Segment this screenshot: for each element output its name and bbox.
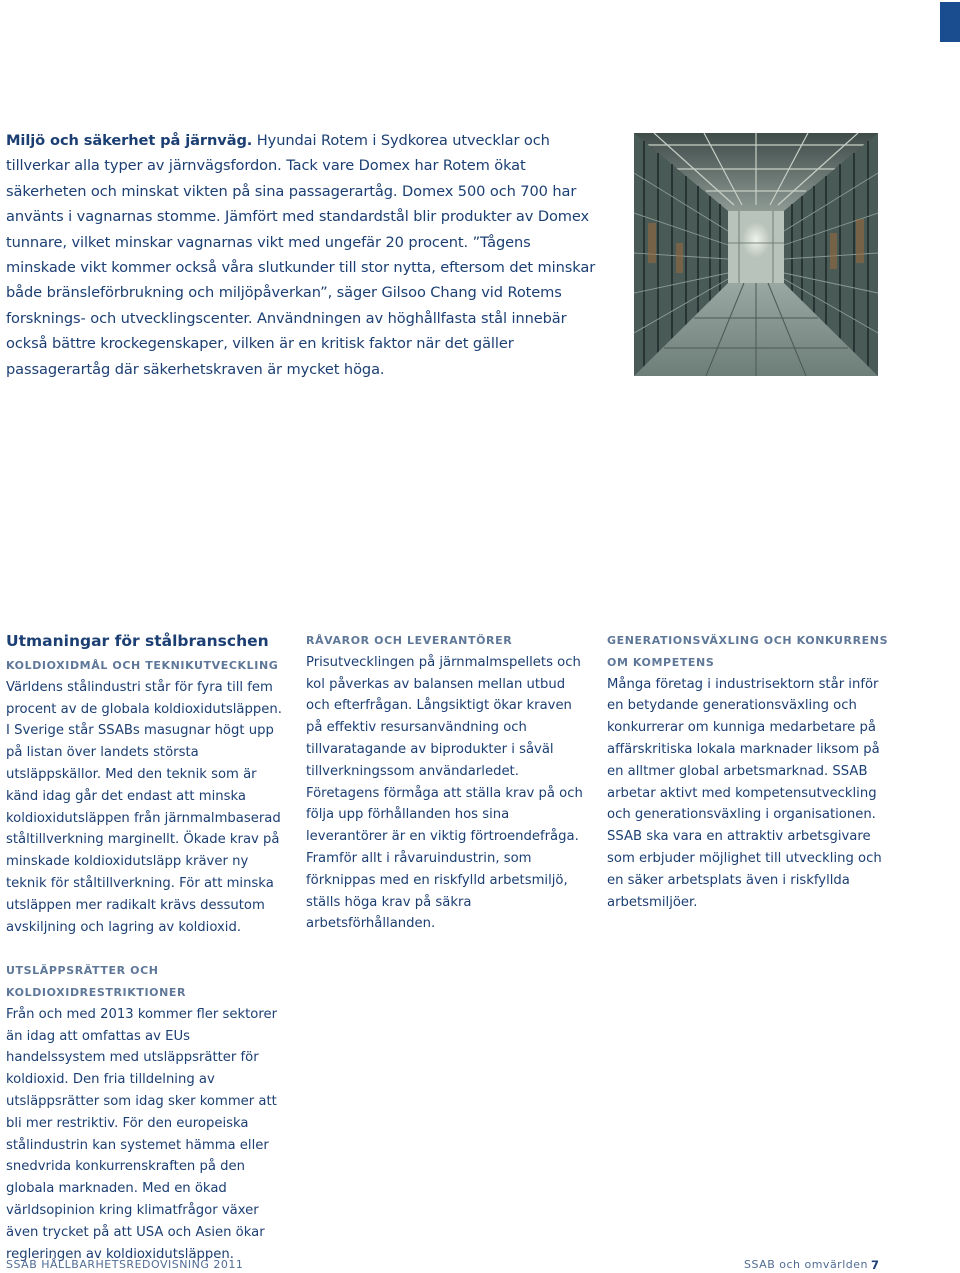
footer-section-title: SSAB och omvärlden <box>744 1258 868 1271</box>
footer-report-title: SSAB HÅLLBARHETSREDOVISNING 2011 <box>6 1258 244 1271</box>
subheading-generation-shift: GENERATIONSVÄXLING OCH KONKURRENS OM KOMPETENS <box>607 634 889 669</box>
column-1 <box>6 630 288 1265</box>
subheading-emission-rights: UTSLÄPPSRÄTTER OCH KOLDIOXIDRESTRIKTIONER <box>6 964 187 999</box>
column-2 <box>306 630 588 935</box>
page-number: 7 <box>871 1258 880 1272</box>
column-3 <box>607 630 889 913</box>
intro-paragraph <box>6 128 596 382</box>
article-heading: Utmaningar för stålbranschen <box>6 632 269 650</box>
text-generation-shift: Många företag i industrisektorn står inför en betydande generationsväxling och konkurrerar om kunniga medarbetare på affärskritiska lokala marknader liksom på en alltmer global arbetsmarknad. SSAB arbetar aktivt med kompetensutveckling och generationsväxling i organisationen. SSAB ska vara en attraktiv arbetsgivare som erbjuder möjlighet till utveckling och en säker arbetsplats även i riskfyllda arbetsmiljöer. <box>607 676 882 910</box>
intro-body: Hyundai Rotem i Sydkorea utvecklar och tillverkar alla typer av järnvägsfordon. Tack vare Domex har Rotem ökat säkerheten och minskat vikten på sina passagerartåg. Domex 500 och 700 har använts i vagnarnas stomme. Jämfört med standardstål blir produkter av Domex tunnare, vilket minskar vagnarnas vikt med ungefär 20 procent. ”Tågens minskade vikt kommer också våra slutkunder till stor nytta, eftersom det minskar både bränsleförbrukning och miljöpåverkan”, säger Gilsoo Chang vid Rotems forsknings- och utvecklingscenter. Användningen av höghållfasta stål innebär också bättre krockegenskaper, vilken är en kritisk faktor när det gäller passagerartåg där säkerhetskraven är mycket höga. <box>6 132 596 378</box>
subheading-raw-materials: RÅVAROR OCH LEVERANTÖRER <box>306 634 513 647</box>
warehouse-photo <box>634 133 878 376</box>
text-raw-materials: Prisutvecklingen på järnmalmspellets och kol påverkas av balansen mellan utbud och efterfrågan. Långsiktigt ökar kraven på effektiv resursanvändning och tillvaratagande av biprodukter i såväl tillverkningssom användarledet. Företagens förmåga att ställa krav på och följa upp förhållanden hos sina leverantörer är en viktig förtroendefråga. Framför allt i råvaruindustrin, som förknippas med en riskfylld arbetsmiljö, ställs höga krav på säkra arbetsförhållanden. <box>306 654 583 932</box>
intro-lead: Miljö och säkerhet på järnväg. <box>6 132 253 149</box>
text-emission-rights: Från och med 2013 kommer fler sektorer än idag att omfattas av EUs handelssystem med utsläppsrätter för koldioxid. Den fria tilldelning av utsläppsrätter som idag sker kommer att bli mer restriktiv. För den europeiska stålindustrin kan systemet hämma eller snedvrida konkurrenskraften på den globala marknaden. Med en ökad världsopinion kring klimatfrågor växer även trycket på att USA och Asien ökar regleringen av koldioxidutsläppen. <box>6 1006 278 1262</box>
text-carbon-targets: Världens stålindustri står för fyra till fem procent av de globala koldioxidutsläppen. I Sverige står SSABs masugnar högt upp på listan över landets största utsläppskällor. Med den teknik som är känd idag går det endast att minska koldioxidutsläppen från järnmalmbaserad ståltillverkning marginellt. Ökade krav på minskade koldioxidutsläpp kräver ny teknik för ståltillverkning. För att minska utsläppen mer radikalt krävs dessutom avskiljning och lagring av koldioxid. <box>6 679 282 935</box>
subheading-carbon-targets: KOLDIOXIDMÅL OCH TEKNIKUTVECKLING <box>6 659 279 672</box>
corner-tab-marker <box>940 2 960 42</box>
